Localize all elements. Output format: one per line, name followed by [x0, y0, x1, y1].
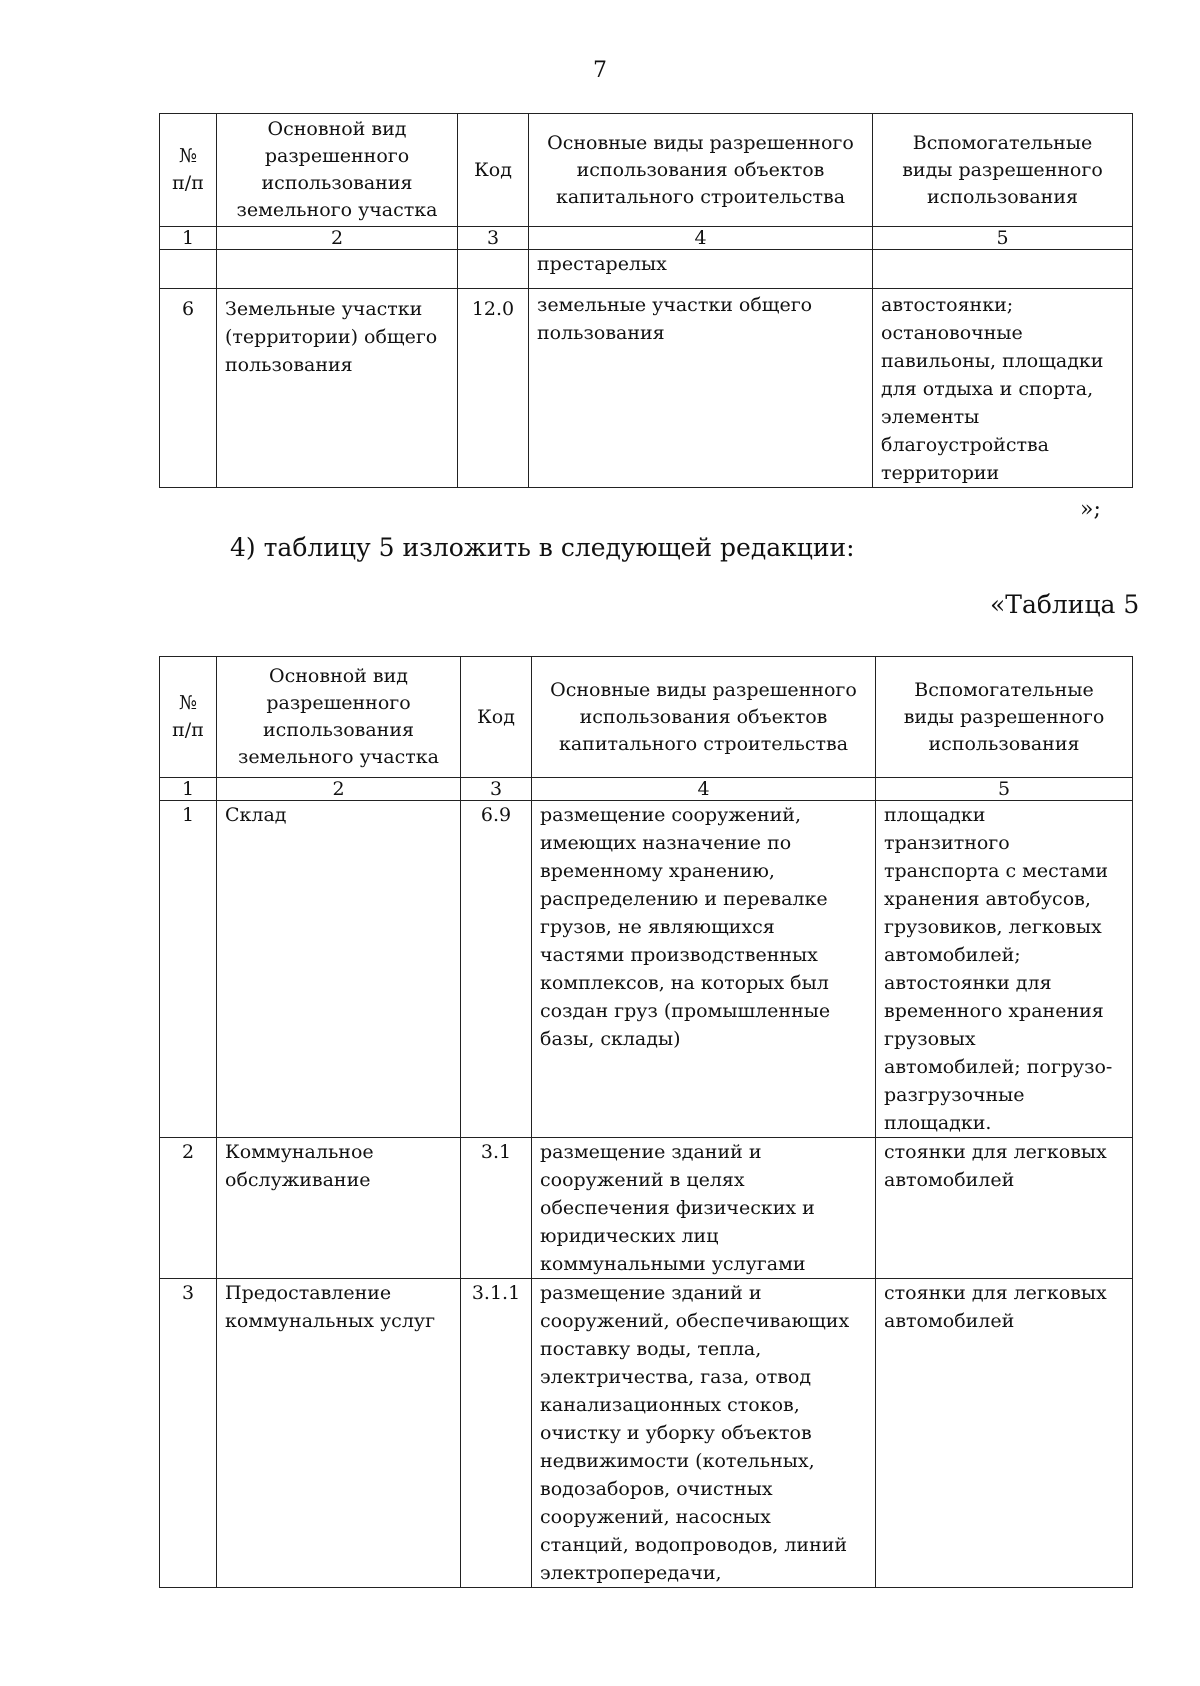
header-auxiliary-use: Вспомогательные виды разрешенного использования — [873, 114, 1133, 227]
closing-quote: »; — [1080, 497, 1101, 522]
cell-code: 3.1.1 — [461, 1279, 532, 1588]
header-main-land-use: Основной вид разрешенного использования земельного участка — [217, 114, 458, 227]
cell-main-use: земельные участки общего пользования — [529, 289, 873, 488]
cell-name: Коммунальное обслуживание — [217, 1138, 461, 1279]
header-num: № п/п — [160, 657, 217, 778]
cell-name: Земельные участки (территории) общего пользования — [217, 289, 458, 488]
cell-name — [217, 250, 458, 289]
header-code: Код — [461, 657, 532, 778]
cell-num: 1 — [160, 801, 217, 1138]
column-number: 4 — [532, 778, 876, 801]
cell-code: 3.1 — [461, 1138, 532, 1279]
column-number: 3 — [458, 227, 529, 250]
column-number-row — [160, 778, 1133, 801]
cell-aux-use: стоянки для легковых автомобилей — [876, 1279, 1133, 1588]
table-row — [160, 801, 1133, 1138]
column-number: 1 — [160, 227, 217, 250]
cell-name: Склад — [217, 801, 461, 1138]
table-row — [160, 1138, 1133, 1279]
column-number: 5 — [873, 227, 1133, 250]
cell-aux-use: стоянки для легковых автомобилей — [876, 1138, 1133, 1279]
cell-num: 3 — [160, 1279, 217, 1588]
cell-main-use: престарелых — [529, 250, 873, 289]
cell-main-use: размещение зданий и сооружений, обеспечивающих поставку воды, тепла, электричества, газа, отвод канализационных стоков, очистку и уборку объектов недвижимости (котельных, водозаборов, очистных сооружений, насосных станций, водопроводов, линий электропередачи, — [532, 1279, 876, 1588]
table-header-row — [160, 114, 1133, 227]
table-caption: «Таблица 5 — [990, 590, 1140, 619]
header-auxiliary-use: Вспомогательные виды разрешенного использования — [876, 657, 1133, 778]
cell-num — [160, 250, 217, 289]
header-num: № п/п — [160, 114, 217, 227]
cell-aux-use — [873, 250, 1133, 289]
header-main-land-use: Основной вид разрешенного использования земельного участка — [217, 657, 461, 778]
column-number: 1 — [160, 778, 217, 801]
table-row — [160, 289, 1133, 488]
cell-code — [458, 250, 529, 289]
table-header-row — [160, 657, 1133, 778]
cell-code: 12.0 — [458, 289, 529, 488]
column-number: 5 — [876, 778, 1133, 801]
header-main-capital-use: Основные виды разрешенного использования объектов капитального строительства — [529, 114, 873, 227]
cell-aux-use: площадки транзитного транспорта с местами хранения автобусов, грузовиков, легковых автомобилей; автостоянки для временного хранения грузовых автомобилей; погрузо- разгрузочные площадки. — [876, 801, 1133, 1138]
land-use-table-5 — [159, 656, 1133, 1588]
cell-num: 6 — [160, 289, 217, 488]
cell-name: Предоставление коммунальных услуг — [217, 1279, 461, 1588]
land-use-table-continued — [159, 113, 1133, 488]
cell-num: 2 — [160, 1138, 217, 1279]
cell-main-use: размещение сооружений, имеющих назначение по временному хранению, распределению и перевалке грузов, не являющихся частями производственных комплексов, на которых был создан груз (промышленные базы, склады) — [532, 801, 876, 1138]
header-code: Код — [458, 114, 529, 227]
instruction-text: 4) таблицу 5 изложить в следующей редакции: — [230, 533, 855, 562]
cell-aux-use: автостоянки; остановочные павильоны, площадки для отдыха и спорта, элементы благоустройства территории — [873, 289, 1133, 488]
page-number: 7 — [593, 58, 607, 83]
column-number-row — [160, 227, 1133, 250]
column-number: 2 — [217, 778, 461, 801]
column-number: 3 — [461, 778, 532, 801]
cell-code: 6.9 — [461, 801, 532, 1138]
header-main-capital-use: Основные виды разрешенного использования объектов капитального строительства — [532, 657, 876, 778]
table-row — [160, 1279, 1133, 1588]
column-number: 2 — [217, 227, 458, 250]
column-number: 4 — [529, 227, 873, 250]
cell-main-use: размещение зданий и сооружений в целях обеспечения физических и юридических лиц коммунальными услугами — [532, 1138, 876, 1279]
table-row-continued — [160, 250, 1133, 289]
